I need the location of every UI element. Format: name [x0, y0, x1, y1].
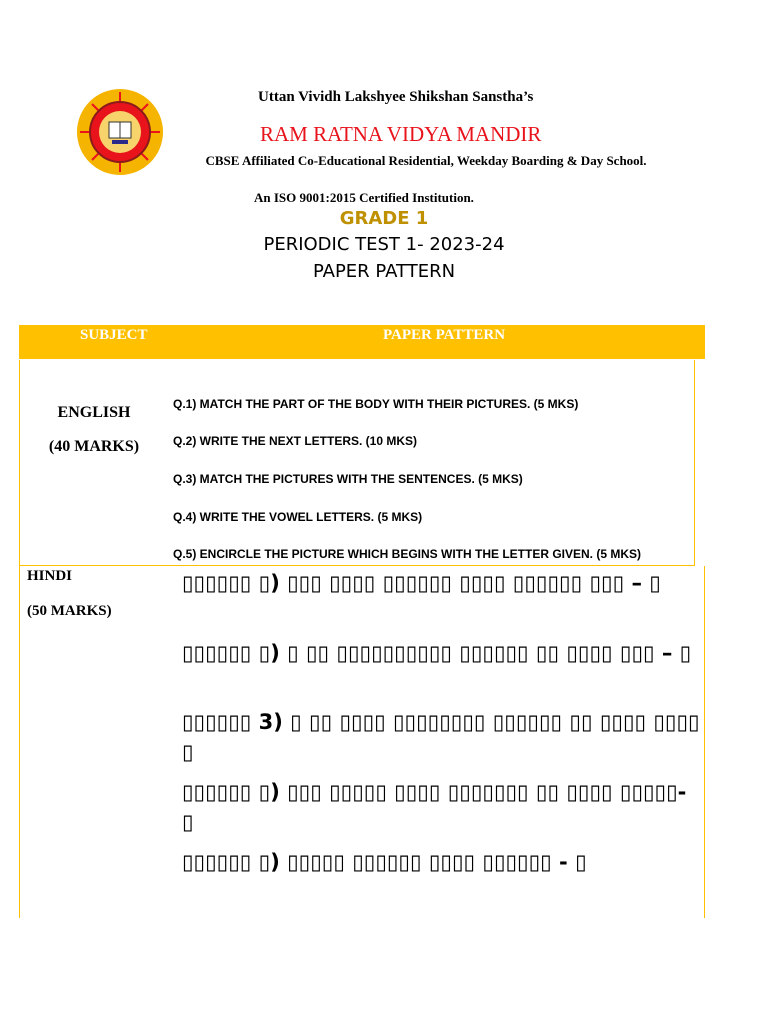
hindi-question: ▯▯▯▯▯▯ ▯) ▯▯▯ ▯▯▯▯▯ ▯▯▯▯ ▯▯▯▯▯▯▯ ▯▯ ▯▯▯▯ ▯▯▯▯▯- ▯ [182, 780, 687, 834]
english-subject-label: ENGLISH [57, 404, 131, 421]
table-header [19, 325, 705, 359]
english-subject-cell [42, 396, 146, 464]
hindi-question: ▯▯▯▯▯▯ ▯) ▯▯▯ ▯▯▯▯ ▯▯▯▯▯▯ ▯▯▯▯ ▯▯▯▯▯▯ ▯▯▯ – ▯ [182, 571, 661, 595]
document-title: PAPER PATTERN [312, 261, 456, 282]
hindi-question: ▯▯▯▯▯▯ ▯) ▯ ▯▯ ▯▯▯▯▯▯▯▯▯▯ ▯▯▯▯▯▯ ▯▯ ▯▯▯▯ ▯▯▯ – ▯ [182, 641, 692, 665]
hindi-subject-label: HINDI [27, 568, 73, 584]
hindi-row-left-border [19, 566, 20, 918]
school-name: RAM RATNA VIDYA MANDIR [260, 122, 542, 146]
test-title: PERIODIC TEST 1- 2023-24 [263, 234, 505, 255]
hindi-question: ▯▯▯▯▯▯ ▯) ▯▯▯▯▯ ▯▯▯▯▯▯ ▯▯▯▯ ▯▯▯▯▯▯ - ▯ [182, 850, 587, 874]
iso-certification: An ISO 9001:2015 Certified Institution. [254, 190, 474, 205]
english-marks-label: (40 MARKS) [48, 438, 140, 455]
column-header-subject: SUBJECT [80, 327, 148, 343]
english-question: Q.3) MATCH THE PICTURES WITH THE SENTENCES. (5 MKS) [173, 472, 523, 486]
english-question: Q.4) WRITE THE VOWEL LETTERS. (5 MKS) [173, 510, 423, 524]
affiliation-text: CBSE Affiliated Co-Educational Residential, Weekday Boarding & Day School. [205, 153, 647, 168]
english-question: Q.5) ENCIRCLE THE PICTURE WHICH BEGINS WITH THE LETTER GIVEN. (5 MKS) [173, 547, 642, 561]
english-question: Q.1) MATCH THE PART OF THE BODY WITH THEIR PICTURES. (5 MKS) [173, 397, 579, 411]
grade-heading: GRADE 1 [339, 208, 429, 229]
school-emblem-logo [76, 88, 164, 176]
column-header-paper-pattern: PAPER PATTERN [383, 327, 506, 343]
hindi-marks-label: (50 MARKS) [27, 603, 112, 619]
trust-name: Uttan Vividh Lakshyee Shikshan Sanstha’s [258, 89, 534, 105]
hindi-row-right-border [704, 566, 705, 918]
english-question: Q.2) WRITE THE NEXT LETTERS. (10 MKS) [173, 434, 418, 448]
hindi-question: ▯▯▯▯▯▯ 3) ▯ ▯▯ ▯▯▯▯ ▯▯▯▯▯▯▯▯ ▯▯▯▯▯▯ ▯▯ ▯▯▯▯ ▯▯▯▯ ▯ [182, 710, 700, 764]
